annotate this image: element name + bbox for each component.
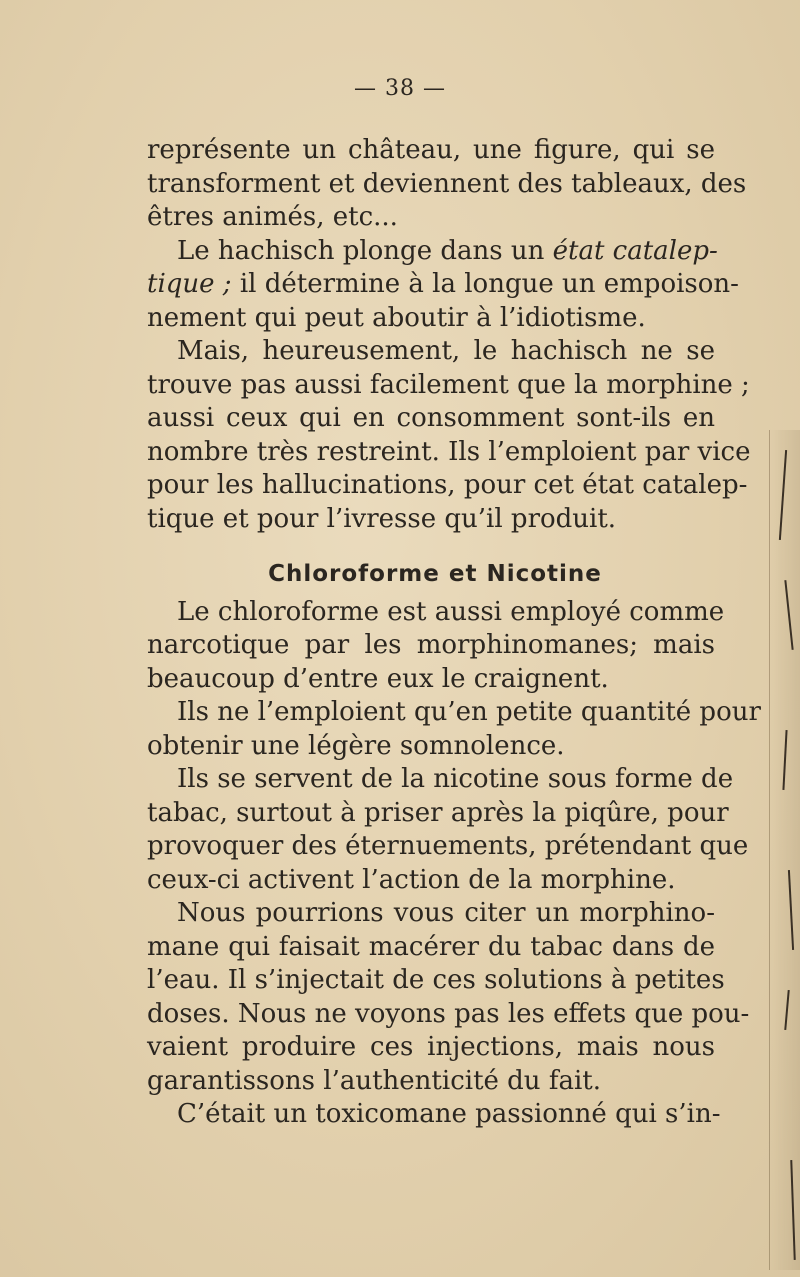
edge-mark <box>784 580 793 650</box>
text-line: garantissons l’authenticité du fait. <box>147 1065 601 1096</box>
text-line <box>147 268 739 302</box>
text-line: doses. Nous ne voyons pas les effets que pou- <box>147 998 750 1029</box>
text-line: obtenir une légère somnolence. <box>147 730 565 761</box>
section-heading: Chloroforme et Nicotine <box>268 561 602 587</box>
text-line: mane qui faisait macérer du tabac dans de <box>147 931 715 962</box>
text-line: Le chloroforme est aussi employé comme <box>177 596 725 627</box>
text-line: C’était un toxicomane passionné qui s’in- <box>177 1099 721 1129</box>
text-line: provoquer des éternuements, prétendant que <box>147 831 749 861</box>
text-span: Le hachisch plonge dans un <box>177 235 553 266</box>
text-line: aussi ceux qui en consomment sont-ils en <box>147 403 715 433</box>
text-line: Nous pourrions vous citer un morphino- <box>177 898 715 928</box>
text-line: trouve pas aussi facilement que la morphine ; <box>147 369 750 400</box>
text-line: pour les hallucinations, pour cet état catalep- <box>147 470 748 500</box>
text-line: représente un château, une figure, qui se <box>147 135 715 165</box>
text-line: Mais, heureusement, le hachisch ne se <box>177 336 715 366</box>
text-line: transforment et deviennent des tableaux, des <box>147 168 747 199</box>
edge-mark <box>790 1160 795 1260</box>
text-line: tique et pour l’ivresse qu’il produit. <box>147 503 617 534</box>
page-number: — 38 — <box>354 76 446 101</box>
text-line: êtres animés, etc... <box>147 202 398 232</box>
body-text <box>147 134 761 1132</box>
text-line: narcotique par les morphinomanes; mais <box>147 630 715 660</box>
edge-mark <box>788 870 794 950</box>
text-line: nement qui peut aboutir à l’idiotisme. <box>147 302 646 333</box>
text-line: beaucoup d’entre eux le craignent. <box>147 663 609 694</box>
text-line: ceux-ci activent l’action de la morphine. <box>147 864 676 895</box>
italic-text: état catalep- <box>552 235 718 266</box>
text-line: Ils ne l’emploient qu’en petite quantité pour <box>177 697 761 727</box>
edge-mark <box>784 990 789 1030</box>
edge-mark <box>782 730 787 790</box>
text-line: Ils se servent de la nicotine sous forme de <box>177 764 734 794</box>
text-span: il détermine à la longue un empoison- <box>239 269 739 299</box>
edge-mark <box>779 450 787 540</box>
text-line: tabac, surtout à priser après la piqûre, pour <box>147 797 729 828</box>
text-line: nombre très restreint. Ils l’emploient par vice <box>147 436 751 467</box>
text-line <box>147 235 718 269</box>
text-line: vaient produire ces injections, mais nous <box>147 1032 715 1062</box>
text-line: l’eau. Il s’injectait de ces solutions à petites <box>147 965 725 995</box>
page-edge-shadow <box>769 430 800 1270</box>
italic-text: tique ; <box>147 269 232 299</box>
